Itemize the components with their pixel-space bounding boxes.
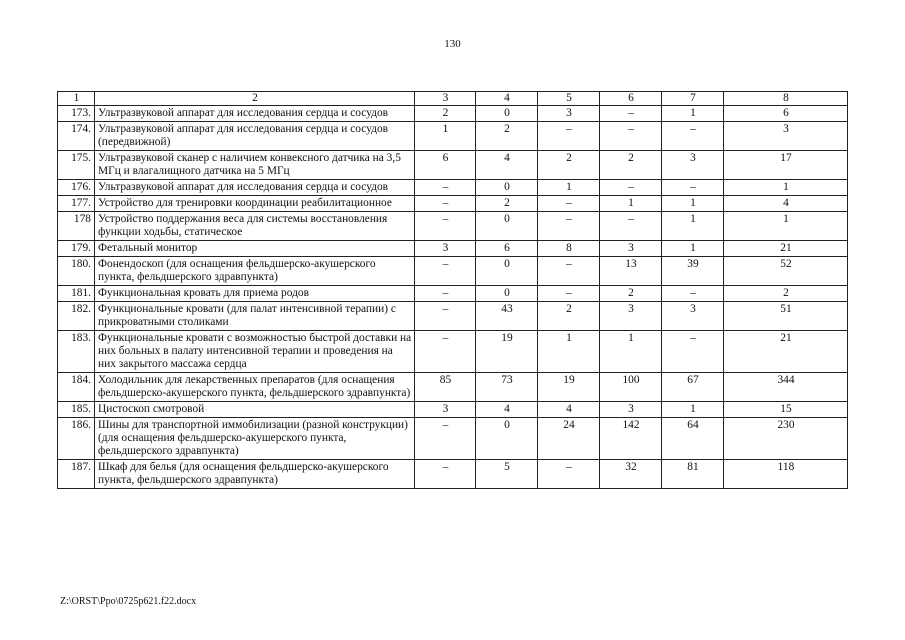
- value-col-6: 3: [600, 302, 662, 331]
- value-col-8: 17: [724, 151, 848, 180]
- value-col-5: 3: [538, 106, 600, 122]
- table-row: [58, 196, 848, 212]
- row-number: 174.: [58, 122, 95, 151]
- value-col-5: 24: [538, 418, 600, 460]
- table-row: [58, 212, 848, 241]
- value-col-3: 3: [415, 241, 476, 257]
- column-header-8: 8: [724, 92, 848, 106]
- equipment-name: Шкаф для белья (для оснащения фельдшерско-акушерского пункта, фельдшерского здравпункта): [95, 460, 415, 489]
- row-number: 183.: [58, 331, 95, 373]
- row-number: 184.: [58, 373, 95, 402]
- value-col-3: –: [415, 196, 476, 212]
- value-col-8: 344: [724, 373, 848, 402]
- value-col-8: 51: [724, 302, 848, 331]
- table-row: [58, 257, 848, 286]
- value-col-8: 6: [724, 106, 848, 122]
- value-col-4: 2: [476, 122, 538, 151]
- value-col-8: 2: [724, 286, 848, 302]
- row-number: 176.: [58, 180, 95, 196]
- row-number: 173.: [58, 106, 95, 122]
- value-col-8: 15: [724, 402, 848, 418]
- value-col-7: 3: [662, 302, 724, 331]
- value-col-6: 2: [600, 151, 662, 180]
- value-col-6: –: [600, 180, 662, 196]
- value-col-5: –: [538, 212, 600, 241]
- value-col-8: 21: [724, 331, 848, 373]
- value-col-6: –: [600, 212, 662, 241]
- value-col-7: 1: [662, 241, 724, 257]
- row-number: 175.: [58, 151, 95, 180]
- value-col-5: 2: [538, 151, 600, 180]
- value-col-6: 3: [600, 402, 662, 418]
- equipment-name: Функциональные кровати (для палат интенсивной терапии) с прикроватными столиками: [95, 302, 415, 331]
- document-file-path: Z:\ORST\Ppo\0725p621.f22.docx: [60, 596, 197, 607]
- value-col-7: 39: [662, 257, 724, 286]
- value-col-8: 3: [724, 122, 848, 151]
- row-number: 182.: [58, 302, 95, 331]
- value-col-7: 67: [662, 373, 724, 402]
- value-col-3: 85: [415, 373, 476, 402]
- equipment-name: Ультразвуковой аппарат для исследования сердца и сосудов: [95, 106, 415, 122]
- value-col-4: 4: [476, 402, 538, 418]
- value-col-6: –: [600, 122, 662, 151]
- value-col-3: –: [415, 331, 476, 373]
- value-col-4: 0: [476, 180, 538, 196]
- value-col-8: 1: [724, 212, 848, 241]
- value-col-5: 4: [538, 402, 600, 418]
- value-col-5: –: [538, 257, 600, 286]
- value-col-5: –: [538, 196, 600, 212]
- value-col-8: 1: [724, 180, 848, 196]
- table-row: [58, 418, 848, 460]
- equipment-name: Ультразвуковой аппарат для исследования сердца и сосудов (передвижной): [95, 122, 415, 151]
- value-col-8: 230: [724, 418, 848, 460]
- equipment-name: Устройство поддержания веса для системы восстановления функции ходьбы, статическое: [95, 212, 415, 241]
- value-col-4: 2: [476, 196, 538, 212]
- value-col-3: –: [415, 460, 476, 489]
- value-col-6: 1: [600, 196, 662, 212]
- value-col-8: 21: [724, 241, 848, 257]
- value-col-4: 73: [476, 373, 538, 402]
- column-header-5: 5: [538, 92, 600, 106]
- column-header-4: 4: [476, 92, 538, 106]
- table-row: [58, 373, 848, 402]
- value-col-4: 0: [476, 106, 538, 122]
- table-row: [58, 460, 848, 489]
- value-col-8: 118: [724, 460, 848, 489]
- value-col-4: 43: [476, 302, 538, 331]
- value-col-3: 6: [415, 151, 476, 180]
- row-number: 181.: [58, 286, 95, 302]
- column-header-1: 1: [58, 92, 95, 106]
- value-col-4: 0: [476, 286, 538, 302]
- value-col-6: 142: [600, 418, 662, 460]
- value-col-4: 0: [476, 418, 538, 460]
- value-col-7: 1: [662, 402, 724, 418]
- value-col-4: 6: [476, 241, 538, 257]
- value-col-6: 1: [600, 331, 662, 373]
- value-col-3: –: [415, 212, 476, 241]
- value-col-3: –: [415, 418, 476, 460]
- table-row: [58, 402, 848, 418]
- value-col-3: 1: [415, 122, 476, 151]
- equipment-name: Холодильник для лекарственных препаратов (для оснащения фельдшерско-акушерского пункта, фельдшерского здравпункта): [95, 373, 415, 402]
- equipment-name: Функциональные кровати с возможностью быстрой доставки на них больных в палату интенсивной терапии и проведения на них закрытого массажа сердца: [95, 331, 415, 373]
- row-number: 185.: [58, 402, 95, 418]
- row-number: 178: [58, 212, 95, 241]
- equipment-table: [57, 91, 848, 489]
- value-col-3: 3: [415, 402, 476, 418]
- value-col-3: 2: [415, 106, 476, 122]
- value-col-7: 1: [662, 196, 724, 212]
- value-col-3: –: [415, 302, 476, 331]
- value-col-6: 2: [600, 286, 662, 302]
- value-col-6: 13: [600, 257, 662, 286]
- value-col-6: 32: [600, 460, 662, 489]
- row-number: 179.: [58, 241, 95, 257]
- value-col-8: 4: [724, 196, 848, 212]
- value-col-7: –: [662, 331, 724, 373]
- value-col-7: 1: [662, 212, 724, 241]
- value-col-5: –: [538, 122, 600, 151]
- table-row: [58, 180, 848, 196]
- table-row: [58, 151, 848, 180]
- row-number: 180.: [58, 257, 95, 286]
- value-col-5: 1: [538, 331, 600, 373]
- value-col-6: 100: [600, 373, 662, 402]
- value-col-4: 4: [476, 151, 538, 180]
- equipment-name: Ультразвуковой аппарат для исследования сердца и сосудов: [95, 180, 415, 196]
- equipment-name: Шины для транспортной иммобилизации (разной конструкции) (для оснащения фельдшерско-акушерского пункта, фельдшерского здравпункта): [95, 418, 415, 460]
- value-col-5: –: [538, 460, 600, 489]
- value-col-3: –: [415, 180, 476, 196]
- value-col-6: –: [600, 106, 662, 122]
- column-header-2: 2: [95, 92, 415, 106]
- equipment-name: Ультразвуковой сканер с наличием конвексного датчика на 3,5 МГц и влагалищного датчика на 5 МГц: [95, 151, 415, 180]
- value-col-8: 52: [724, 257, 848, 286]
- table-header-row: [58, 92, 848, 106]
- value-col-5: 19: [538, 373, 600, 402]
- value-col-5: –: [538, 286, 600, 302]
- table-row: [58, 302, 848, 331]
- value-col-4: 5: [476, 460, 538, 489]
- value-col-7: –: [662, 286, 724, 302]
- value-col-4: 19: [476, 331, 538, 373]
- value-col-3: –: [415, 257, 476, 286]
- value-col-7: –: [662, 122, 724, 151]
- row-number: 177.: [58, 196, 95, 212]
- table-row: [58, 331, 848, 373]
- row-number: 187.: [58, 460, 95, 489]
- equipment-name: Цистоскоп смотровой: [95, 402, 415, 418]
- table-row: [58, 286, 848, 302]
- column-header-7: 7: [662, 92, 724, 106]
- value-col-5: 8: [538, 241, 600, 257]
- value-col-5: 2: [538, 302, 600, 331]
- equipment-name: Фонендоскоп (для оснащения фельдшерско-акушерского пункта, фельдшерского здравпункта): [95, 257, 415, 286]
- value-col-4: 0: [476, 212, 538, 241]
- table-row: [58, 106, 848, 122]
- value-col-7: –: [662, 180, 724, 196]
- table-row: [58, 122, 848, 151]
- value-col-5: 1: [538, 180, 600, 196]
- equipment-name: Функциональная кровать для приема родов: [95, 286, 415, 302]
- column-header-3: 3: [415, 92, 476, 106]
- equipment-name: Фетальный монитор: [95, 241, 415, 257]
- value-col-7: 1: [662, 106, 724, 122]
- value-col-3: –: [415, 286, 476, 302]
- equipment-name: Устройство для тренировки координации реабилитационное: [95, 196, 415, 212]
- table-row: [58, 241, 848, 257]
- value-col-7: 64: [662, 418, 724, 460]
- value-col-7: 81: [662, 460, 724, 489]
- value-col-4: 0: [476, 257, 538, 286]
- page-number: 130: [444, 38, 461, 50]
- value-col-6: 3: [600, 241, 662, 257]
- value-col-7: 3: [662, 151, 724, 180]
- column-header-6: 6: [600, 92, 662, 106]
- row-number: 186.: [58, 418, 95, 460]
